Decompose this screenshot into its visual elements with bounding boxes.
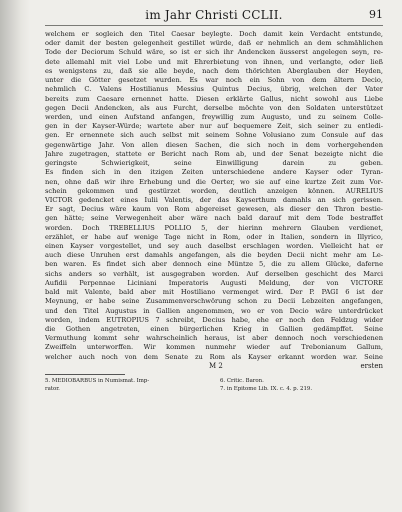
text-line: Vermuthung kommt sehr wahrscheinlich heraus, ist aber dennoch noch verschiedenen bbox=[45, 334, 383, 343]
footnote-line: 6. Critic. Baron. bbox=[220, 377, 264, 384]
text-line: gen hätte; seine Verwegenheit aber wäre nach bald darauf mit dem Tode bestraffet bbox=[45, 214, 383, 223]
page-foot bbox=[45, 362, 383, 372]
text-line: einen Kayser vorgestellet, und sey auch daselbst erschlagen worden. Vielleicht hat er bbox=[45, 242, 383, 251]
text-line: worden, indem EUTROPIUS 7 schreibt, Decius habe, ehe er noch den Feldzug wider bbox=[45, 315, 383, 324]
text-line: gegen Decii Andencken, als aus Furcht, derselbe möchte von den Soldaten unterstützet bbox=[45, 103, 383, 112]
text-line: geringste Schwierigkeit, seine Einwilligung darein zu geben. bbox=[45, 159, 383, 168]
text-line: sichs anders so verhält, ist ausgegraben worden. Auf derselben geschicht des Marci bbox=[45, 269, 383, 278]
footnote-line: 7. in Epitome Lib. IX. c. 4. p. 219. bbox=[220, 385, 313, 392]
footnotes-right-column bbox=[208, 377, 383, 393]
running-header bbox=[45, 5, 383, 26]
running-title: im Jahr Christi CCLII. bbox=[145, 8, 283, 22]
text-line: nehmlich C. Valens Hostilianus Messius Quintus Decius, übrig, welchen der Vater bbox=[45, 85, 383, 94]
text-line: Er sagt, Decius wäre kaum von Rom abgereiset gewesen, als dieser den Thron bestie- bbox=[45, 205, 383, 214]
text-line: VICTOR gedencket eines Iulii Valentis, der das Kayserthum damahls an sich gerissen. bbox=[45, 195, 383, 204]
text-line: bald mit Valente, bald aber mit Hostiliano vermenget wird. Der P. PAGI 6 ist der bbox=[45, 288, 383, 297]
text-line: Meynung, er habe seine Zusammenverschwörung schon zu Decii Lebzeiten angefangen, bbox=[45, 297, 383, 306]
text-line: unter die Götter gesetzet wurden. Es war noch ein Sohn von dem ältern Decio, bbox=[45, 76, 383, 85]
text-line: nen, ohne daß wir ihre Erhebung und die Oerter, wo sie auf eine kurtze Zeit zum Vor- bbox=[45, 177, 383, 186]
text-line: bereits zum Caesare ernennet hatte. Diesen erklärte Gallus, nicht sowohl aus Liebe bbox=[45, 94, 383, 103]
text-line: Zweiffeln unterworffen. Wir kommen nunmehr wieder auf Trebonianum Gallum, bbox=[45, 343, 383, 352]
text-line: worden. Doch TREBELLIUS POLLIO 5, der hierinn mehrern Glauben verdienet, bbox=[45, 223, 383, 232]
footnote-rule bbox=[45, 374, 125, 375]
text-line: welcher auch noch von dem Senate zu Rom als Kayser erkannt worden war. Seine bbox=[45, 352, 383, 361]
footnotes-left-column bbox=[45, 377, 208, 393]
footnote-line: rator. bbox=[45, 385, 60, 392]
text-line: dete allemahl mit viel Lobe und mit Ehrerbietung von ihnen, und verlangte, oder ließ bbox=[45, 57, 383, 66]
page-number: 91 bbox=[369, 8, 383, 21]
text-line: oder damit der besten gelegenheit gestillet würde, daß er nehmlich an dem schmählichen bbox=[45, 39, 383, 48]
text-line: erzählet, er habe auf wenige Tage nicht in Rom, oder in Italien, sondern in Illyrico, bbox=[45, 232, 383, 241]
text-line: schein gekommen und gestürzet worden, deutlich anzeigen können. AURELIUS bbox=[45, 186, 383, 195]
footnotes bbox=[45, 377, 383, 393]
text-line: auch diese Unruhen erst damahls angefangen, als die beyden Decii nicht mehr am Le- bbox=[45, 251, 383, 260]
text-line: Tode der Deciorum Schuld wäre, so ist er sich ihr Andencken äusserst angelegen seyn, re- bbox=[45, 48, 383, 57]
text-line: Es finden sich in den itzigen Zeiten unterschiedene andere Kayser oder Tyran- bbox=[45, 168, 383, 177]
footnote-line: 5. MEDIOBARBUS in Numismat. Imp- bbox=[45, 377, 150, 384]
text-line: gegenwärtige Jahr. Von allen diesen Sachen, die sich noch in dem vorhergehenden bbox=[45, 140, 383, 149]
text-line: und den Titel Augustus in Gallien angenommen, wo er von Decio wäre unterdrücket bbox=[45, 306, 383, 315]
text-line: werden, und einen Aufstand anfangen, freywillig zum Augusto, und zu seinem Colle- bbox=[45, 112, 383, 121]
text-line: welchem er sogleich den Titel Caesar beylegte. Doch damit kein Verdacht entstunde, bbox=[45, 30, 383, 38]
body-text bbox=[45, 30, 383, 362]
text-line: gen in der Kayser-Würde; wartete aber nur auf bequemere Zeit, sich seiner zu entledi- bbox=[45, 122, 383, 131]
signature-mark: M 2 bbox=[209, 361, 223, 370]
text-line: Jahre zugetragen, stattete er Bericht nach Rom ab, und der Senat bezeigte nicht die bbox=[45, 149, 383, 158]
text-line: gen. Er ernennete sich auch selbst mit seinem Sohne Volusiano zum Consule auf das bbox=[45, 131, 383, 140]
catchword: ersten bbox=[360, 361, 383, 370]
text-line: es wenigstens zu, daß sie alle beyde, nach dem thörichten Aberglauben der Heyden, bbox=[45, 66, 383, 75]
text-line: die Gothen angetreten, einen bürgerlichen Krieg in Gallien gedämpffet. Seine bbox=[45, 325, 383, 333]
text-line: Aufidii Perpennae Liciniani Imperatoris Augusti Meldung, der von VICTORE bbox=[45, 278, 383, 287]
text-line: ben waren. Es findet sich aber dennoch eine Müntze 5, die zu allem Glücke, daferne bbox=[45, 260, 383, 269]
